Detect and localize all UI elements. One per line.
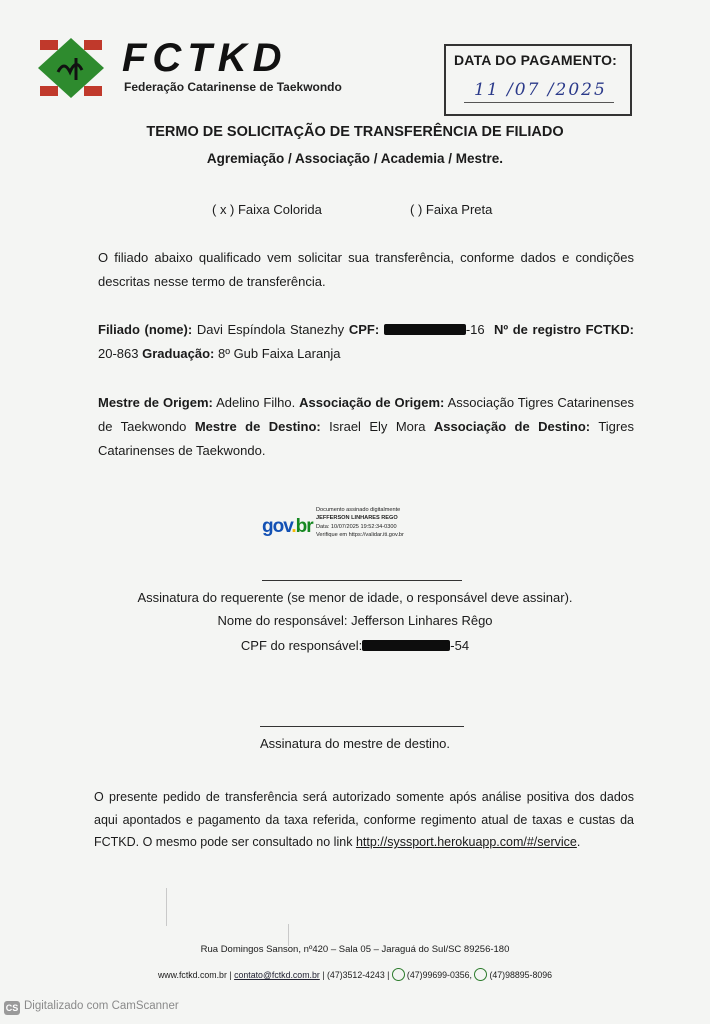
- whatsapp-icon: [474, 968, 487, 981]
- option-faixa-colorida: ( x ) Faixa Colorida: [212, 202, 322, 217]
- whatsapp-number-1: (47)99699-0356,: [406, 970, 472, 980]
- mestre-destino-label: Mestre de Destino:: [194, 419, 321, 434]
- payment-date-underline: [464, 102, 614, 103]
- org-full-name: Federação Catarinense de Taekwondo: [124, 80, 342, 94]
- payment-date-value: 11 /07 /2025: [474, 80, 607, 100]
- payment-date-label: DATA DO PAGAMENTO:: [454, 52, 618, 68]
- assoc-destino: Tigres Catarinenses de Taekwondo.: [98, 419, 634, 458]
- payment-date-box: [444, 44, 632, 116]
- filiado-grad-label: Graduação:: [142, 346, 215, 361]
- footer-address: Rua Domingos Sanson, nº420 – Sala 05 – Jaraguá do Sul/SC 89256-180: [200, 944, 510, 955]
- camscanner-watermark: CS Digitalizado com CamScanner: [5, 1000, 179, 1013]
- requerente-signature-line: [262, 580, 462, 581]
- filiado-reg: 20-863: [98, 346, 139, 361]
- mestre-origem-label: Mestre de Origem:: [98, 395, 213, 410]
- intro-paragraph: O filiado abaixo qualificado vem solicitar sua transferência, conforme dados e condições descritas nesse termo de transferência.: [98, 250, 634, 289]
- govbr-logo: gov.br: [262, 516, 313, 537]
- filiado-name-label: Filiado (nome):: [98, 322, 193, 337]
- assoc-origem-label: Associação de Origem:: [299, 395, 445, 410]
- document-subtitle: Agremiação / Associação / Academia / Mestre.: [206, 151, 504, 166]
- filiado-paragraph: [98, 318, 634, 366]
- mestre-destino-signature-line: [260, 726, 464, 727]
- filiado-cpf-label: CPF:: [348, 322, 380, 337]
- filiado-cpf-suffix: -16: [465, 322, 485, 337]
- option-faixa-preta: ( ) Faixa Preta: [410, 202, 493, 217]
- phone-number: (47)3512-4243: [327, 970, 385, 980]
- fctkd-logo-icon: [36, 36, 106, 100]
- mestre-destino-signature-caption: Assinatura do mestre de destino.: [259, 736, 451, 751]
- assoc-destino-label: Associação de Destino:: [433, 419, 591, 434]
- mestres-paragraph: [98, 391, 634, 463]
- responsavel-name: Nome do responsável: Jefferson Linhares Rêgo: [217, 613, 493, 628]
- responsavel-cpf: CPF do responsável: -54: [240, 638, 470, 653]
- filiado-grad: 8º Gub Faixa Laranja: [217, 346, 341, 361]
- document-title: TERMO DE SOLICITAÇÃO DE TRANSFERÊNCIA DE FILIADO: [146, 124, 564, 140]
- assoc-origem: Associação Tigres Catarinenses de Taekwondo: [98, 395, 634, 434]
- footer-contact: www.fctkd.com.br | contato@fctkd.com.br | (47)3512-4243 | (47)99699-0356, (47)98895-8096: [157, 970, 553, 980]
- mestre-destino: Israel Ely Mora: [329, 419, 426, 434]
- mestre-origem: Adelino Filho.: [216, 395, 296, 410]
- filiado-name: Davi Espíndola Stanezhy: [196, 322, 345, 337]
- requerente-signature-caption: Assinatura do requerente (se menor de idade, o responsável deve assinar).: [137, 590, 573, 605]
- site-link[interactable]: www.fctkd.com.br: [157, 970, 227, 980]
- scan-mark: [166, 888, 167, 926]
- redacted-cpf: [362, 640, 450, 651]
- govbr-stamp-text: Documento assinado digitalmente JEFFERSON LINHARES REGO Data: 10/07/2025 19:52:34-0300 Verifique em https://validar.iti.gov.br: [316, 507, 404, 539]
- whatsapp-number-2: (47)98895-8096: [489, 970, 553, 980]
- filiado-reg-label: Nº de registro FCTKD:: [493, 322, 634, 337]
- redacted-cpf: [384, 324, 466, 335]
- govbr-signature-stamp: [262, 506, 432, 546]
- whatsapp-icon: [392, 968, 405, 981]
- camscanner-icon: CS: [5, 1003, 19, 1013]
- scan-mark: [288, 924, 289, 946]
- service-link[interactable]: http://syssport.herokuapp.com/#/service: [355, 835, 577, 849]
- email-link[interactable]: contato@fctkd.com.br: [234, 970, 320, 980]
- org-short-name: FCTKD: [122, 36, 288, 80]
- footer-note: O presente pedido de transferência será autorizado somente após análise positiva dos dados aqui apontados e pagamento da taxa referida, conforme regimento atual de taxas e custas da FCTKD. O mesmo pode ser consultado no link http://syssport.herokuapp.com/#/service.: [94, 790, 634, 849]
